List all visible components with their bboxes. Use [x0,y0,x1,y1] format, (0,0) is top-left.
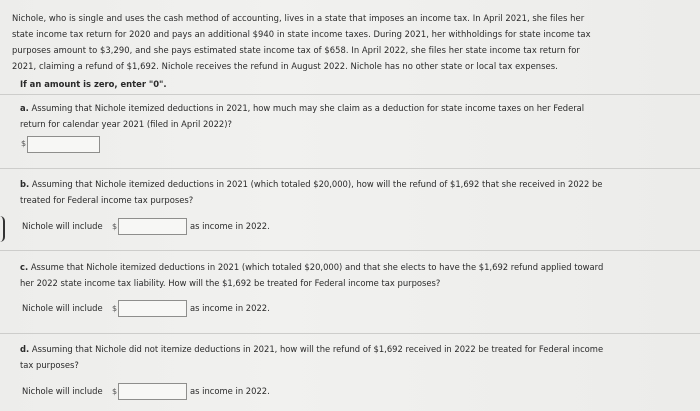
part-b-income-input[interactable] [118,218,187,235]
divider [0,250,700,251]
part-a-line: return for calendar year 2021 (filed in April 2022)? [20,119,232,129]
part-c-suffix: as income in 2022. [190,303,270,313]
part-c-question [20,259,660,291]
intro-line: purposes amount to $3,290, and she pays estimated state income tax of $658. In April 2022, she files her state income tax return for [12,45,580,55]
zero-instruction: If an amount is zero, enter "0". [20,79,167,89]
part-a-label: a. [20,103,29,113]
part-c-income-input[interactable] [118,300,187,317]
part-d-suffix: as income in 2022. [190,386,270,396]
divider [0,94,700,95]
intro-line: Nichole, who is single and uses the cash method of accounting, lives in a state that imposes an income tax. In April 2021, she files her [12,13,585,23]
part-b-suffix: as income in 2022. [190,221,270,231]
part-d-line: Assuming that Nichole did not itemize deductions in 2021, how will the refund of $1,692 received in 2022 be treated for Federal income [31,344,604,354]
part-d-question [20,341,660,373]
part-a-question [20,100,660,132]
scroll-marker [0,216,5,242]
part-c-line: Assume that Nichole itemized deductions in 2021 (which totaled $20,000) and that she elects to have the $1,692 refund applied toward [30,262,604,272]
part-b-question [20,176,660,208]
part-d-line: tax purposes? [20,360,79,370]
part-b-prefix: Nichole will include [22,221,103,231]
intro-line: 2021, claiming a refund of $1,692. Nichole receives the refund in August 2022. Nichole has no other state or local tax expenses. [12,61,558,71]
divider [0,333,700,334]
part-c-prefix: Nichole will include [22,303,103,313]
part-b-label: b. [20,179,30,189]
dollar-sign: $ [112,387,118,396]
part-b-line: treated for Federal income tax purposes? [20,195,194,205]
dollar-sign: $ [112,304,118,313]
problem-statement [12,10,682,74]
part-a-line: Assuming that Nichole itemized deductions in 2021, how much may she claim as a deduction for state income taxes on her Federal [31,103,585,113]
part-d-prefix: Nichole will include [22,386,103,396]
part-c-label: c. [20,262,29,272]
divider [0,168,700,169]
part-d-label: d. [20,344,30,354]
intro-line: state income tax return for 2020 and pays an additional $940 in state income taxes. During 2021, her withholdings for state income tax [12,29,591,39]
part-d-income-input[interactable] [118,383,187,400]
part-c-line: her 2022 state income tax liability. How will the $1,692 be treated for Federal income tax purposes? [20,278,441,288]
dollar-sign: $ [112,222,118,231]
part-a-deduction-input[interactable] [27,136,100,153]
dollar-sign: $ [21,139,27,148]
part-b-line: Assuming that Nichole itemized deductions in 2021 (which totaled $20,000), how will the refund of $1,692 that she received in 2022 be [31,179,603,189]
